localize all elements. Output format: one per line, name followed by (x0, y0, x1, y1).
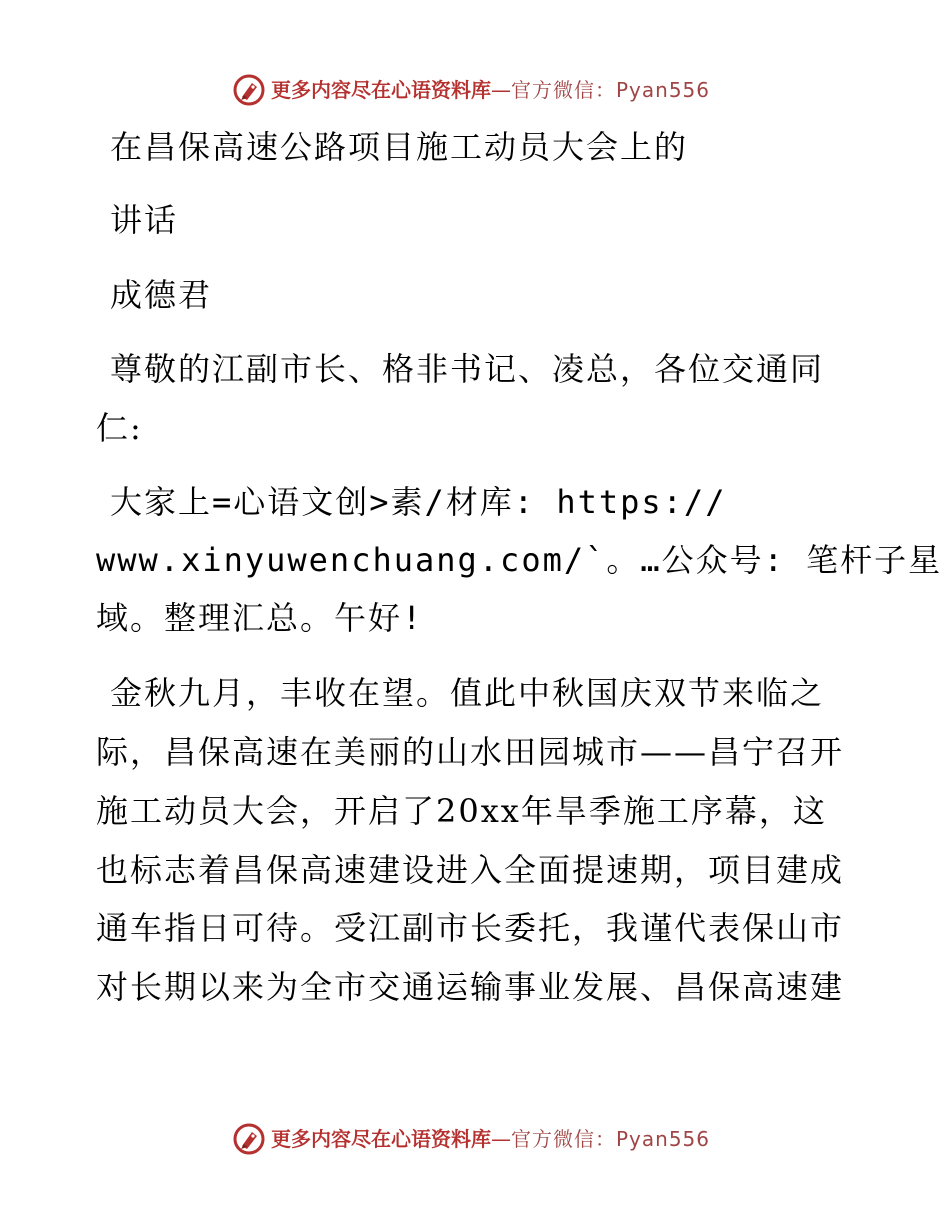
doc-salutation-line-2: 仁: (96, 409, 143, 447)
doc-notice-line-2: www.xinyuwenchuang.com/`。…公众号: 笔杆子星 (96, 541, 943, 579)
doc-body-line: 际，昌保高速在美丽的山水田园城市——昌宁召开 (96, 733, 845, 771)
doc-body-line: 施工动员大会，开启了20xx年旱季施工序幕，这 (96, 792, 827, 830)
doc-title-line-2: 讲话 (110, 201, 179, 239)
pen-nib-logo-icon (232, 1122, 266, 1156)
doc-body-line: 金秋九月，丰收在望。值此中秋国庆双节来临之 (110, 674, 825, 712)
banner-promo-text: 更多内容尽在心语资料库 (271, 78, 491, 102)
doc-body-line: 对长期以来为全市交通运输事业发展、昌保高速建 (96, 968, 845, 1006)
banner-wechat-text: 官方微信：Pyan556 (511, 1127, 711, 1151)
doc-author: 成德君 (110, 276, 213, 314)
banner-separator: — (491, 1127, 511, 1151)
doc-body-line: 也标志着昌保高速建设进入全面提速期，项目建成 (96, 851, 845, 889)
doc-notice-line-1: 大家上=心语文创>素/材库: https:// (110, 483, 727, 521)
banner-text (271, 77, 710, 103)
doc-notice-line-3: 域。整理汇总。午好! (96, 599, 424, 637)
banner-promo-text: 更多内容尽在心语资料库 (271, 1127, 491, 1151)
footer-banner (0, 1120, 950, 1160)
pen-nib-logo-icon (232, 73, 266, 107)
doc-salutation-line-1: 尊敬的江副市长、格非书记、凌总，各位交通同 (110, 350, 825, 388)
banner-text (271, 1126, 710, 1152)
banner-separator: — (491, 78, 511, 102)
banner-wechat-text: 官方微信：Pyan556 (511, 78, 711, 102)
header-banner (0, 71, 950, 111)
doc-body-line: 通车指日可待。受江副市长委托，我谨代表保山市 (96, 909, 845, 947)
doc-title-line-1: 在昌保高速公路项目施工动员大会上的 (110, 128, 689, 166)
